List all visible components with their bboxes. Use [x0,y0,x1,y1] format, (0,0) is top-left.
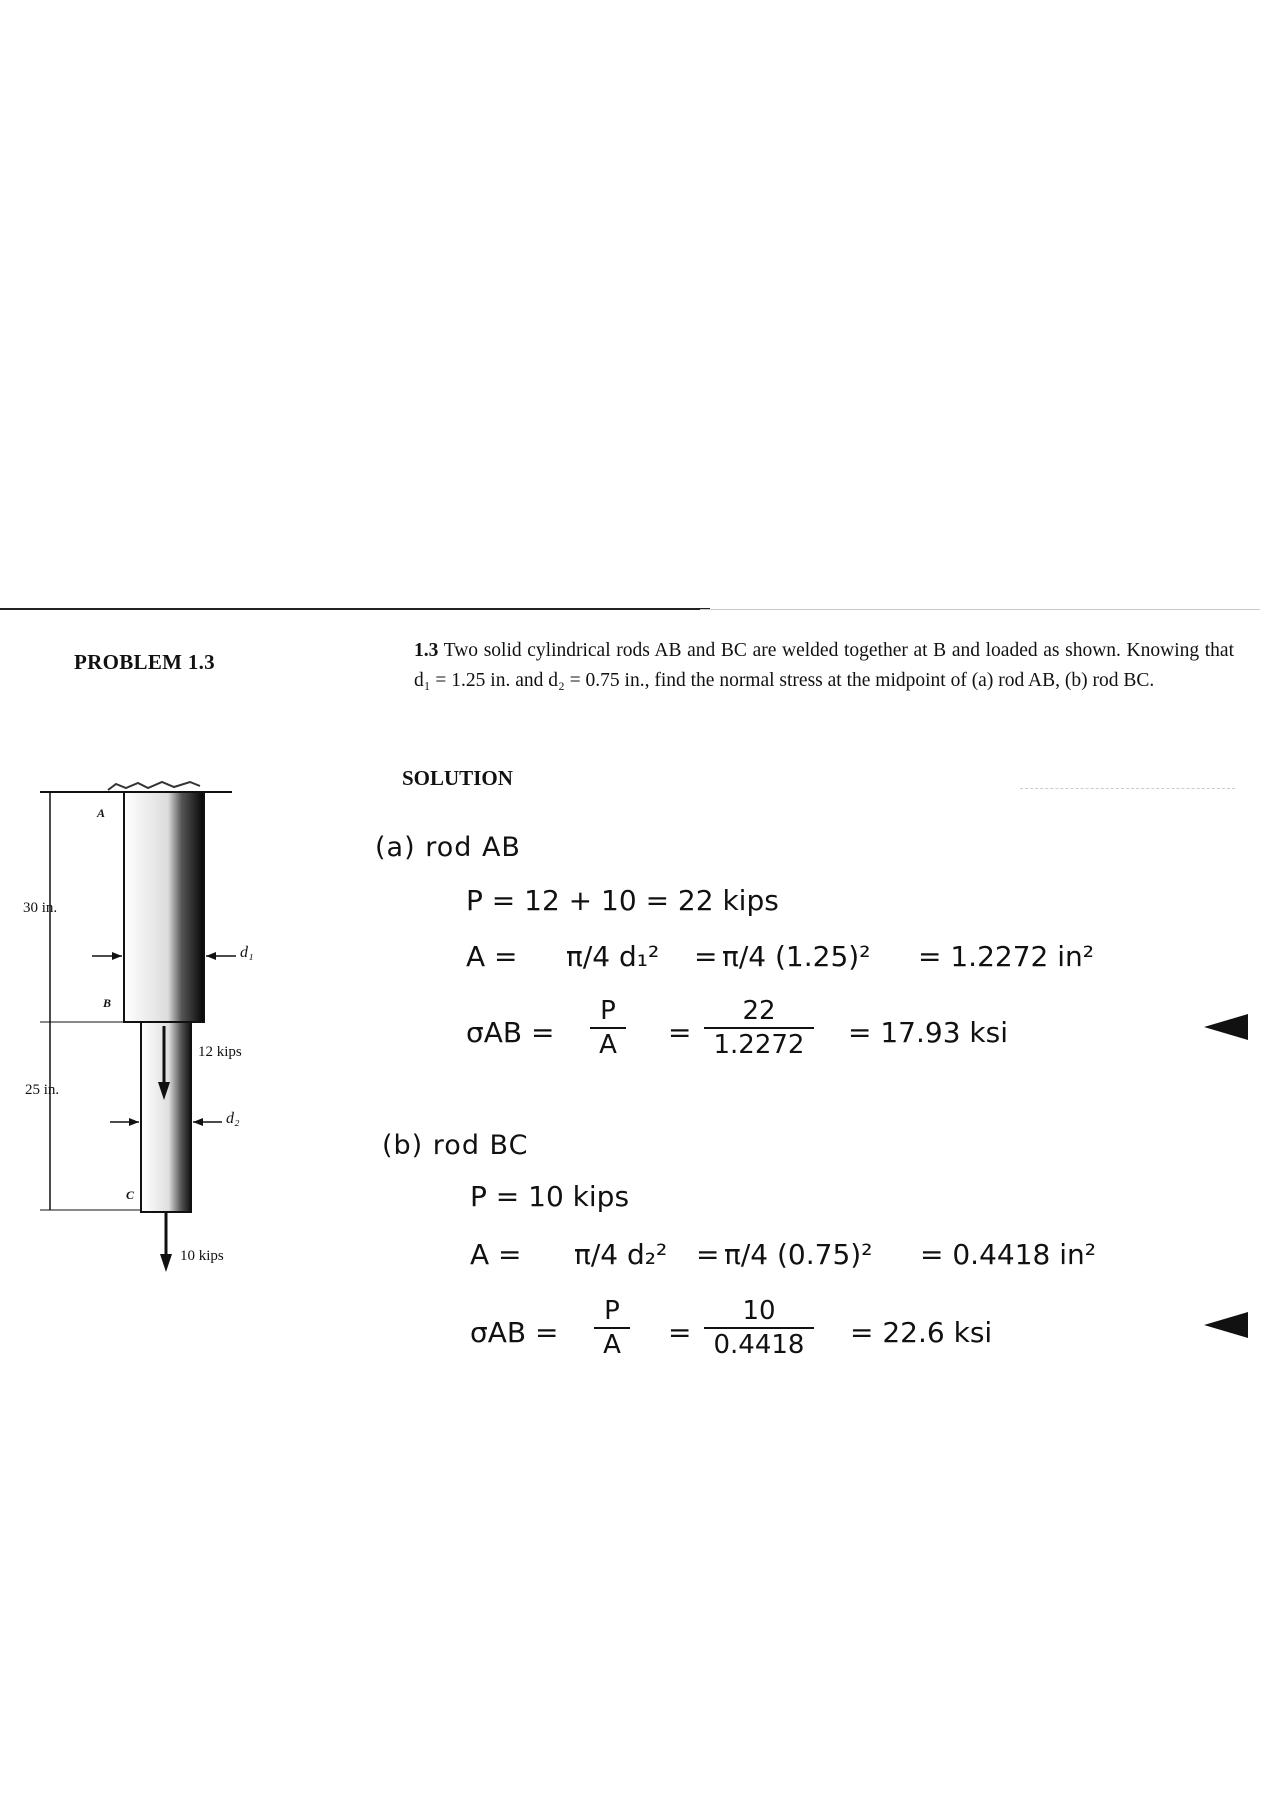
part-b-stress-den: A [603,1330,621,1360]
rod-ab [124,792,204,1022]
rod-bc [141,1022,191,1212]
part-a-p-equation: P = 12 + 10 = 22 kips [466,884,779,917]
d2-arrowhead-right [193,1118,203,1126]
d2-arrowhead-left [129,1118,139,1126]
part-b-stress-num: P [604,1296,620,1326]
part-b-stress-fraction [594,1296,630,1360]
point-b-label: B [103,996,112,1010]
part-b-area-lhs: A = [470,1238,522,1271]
fraction-bar [704,1027,814,1029]
fraction-bar [594,1327,630,1329]
point-c-label: C [126,1188,135,1202]
problem-number: 1.3 [414,640,439,661]
top-rule-faint [700,609,1260,610]
part-a-area-expr1: π/4 d₁² [566,940,660,973]
part-b-stress-result: = 22.6 ksi [850,1316,993,1349]
part-a-stress-fraction [590,996,626,1060]
d2-label: d₂ [226,1110,240,1127]
part-a-area-eq2: = [694,940,718,973]
part-b-area-expr2: π/4 (0.75)² [724,1238,873,1271]
rod-diagram-graphic [0,770,300,1290]
solution-faint-line [1020,788,1235,789]
part-b-p-equation: P = 10 kips [470,1180,630,1213]
part-b-area-eq2: = [696,1238,720,1271]
part-a-stress-eq: = [668,1016,692,1049]
part-a-heading: (a) rod AB [375,832,521,863]
part-a-area-expr2: π/4 (1.25)² [722,940,871,973]
part-b-area-expr1: π/4 d₂² [574,1238,668,1271]
rod-diagram [0,770,300,1290]
solution-heading: SOLUTION [402,766,513,790]
dim-bc-label: 25 in. [25,1082,60,1098]
part-a-area-result: = 1.2272 in² [918,940,1094,973]
part-b-stress-eq: = [668,1316,692,1349]
part-a-stress-fraction-2 [704,996,814,1060]
point-a-label: A [97,806,106,820]
part-b-stress-den2: 0.4418 [713,1330,805,1360]
load-10-head [160,1254,172,1272]
part-a-stress-den: A [599,1030,617,1060]
part-b-area-result: = 0.4418 in² [920,1238,1096,1271]
part-a-stress-result: = 17.93 ksi [848,1016,1009,1049]
d1-arrowhead-right [206,952,216,960]
load-c-label: 10 kips [180,1248,224,1264]
part-a-stress-lhs: σAB = [466,1016,555,1049]
part-b-stress-num2: 10 [742,1296,776,1326]
part-a-area-lhs: A = [466,940,518,973]
fraction-bar [704,1327,814,1329]
fraction-bar [590,1027,626,1029]
dim-ab-label: 30 in. [23,900,58,916]
problem-statement [414,636,1234,696]
problem-label: PROBLEM 1.3 [74,650,215,674]
top-rule [0,608,710,610]
support-hatch [108,782,200,790]
part-a-answer-marker-icon [1204,1012,1250,1042]
part-b-answer-marker-icon [1204,1310,1250,1340]
part-b-heading: (b) rod BC [382,1130,529,1161]
d1-label: d₁ [240,944,254,961]
part-a-stress-num2: 22 [742,996,776,1026]
part-b-stress-lhs: σAB = [470,1316,559,1349]
part-a-stress-num: P [600,996,616,1026]
part-b-stress-fraction-2 [704,1296,814,1360]
part-a-stress-den2: 1.2272 [713,1030,805,1060]
load-b-label: 12 kips [198,1044,242,1060]
problem-statement-text: Two solid cylindrical rods AB and BC are welded together at B and loaded as shown. Knowing that d₁ = 1.25 in. and d₂ = 0.75 in., find the normal stress at the midpoint of (a) rod AB, (b) rod BC. [414,640,1234,691]
d1-arrowhead-left [112,952,122,960]
